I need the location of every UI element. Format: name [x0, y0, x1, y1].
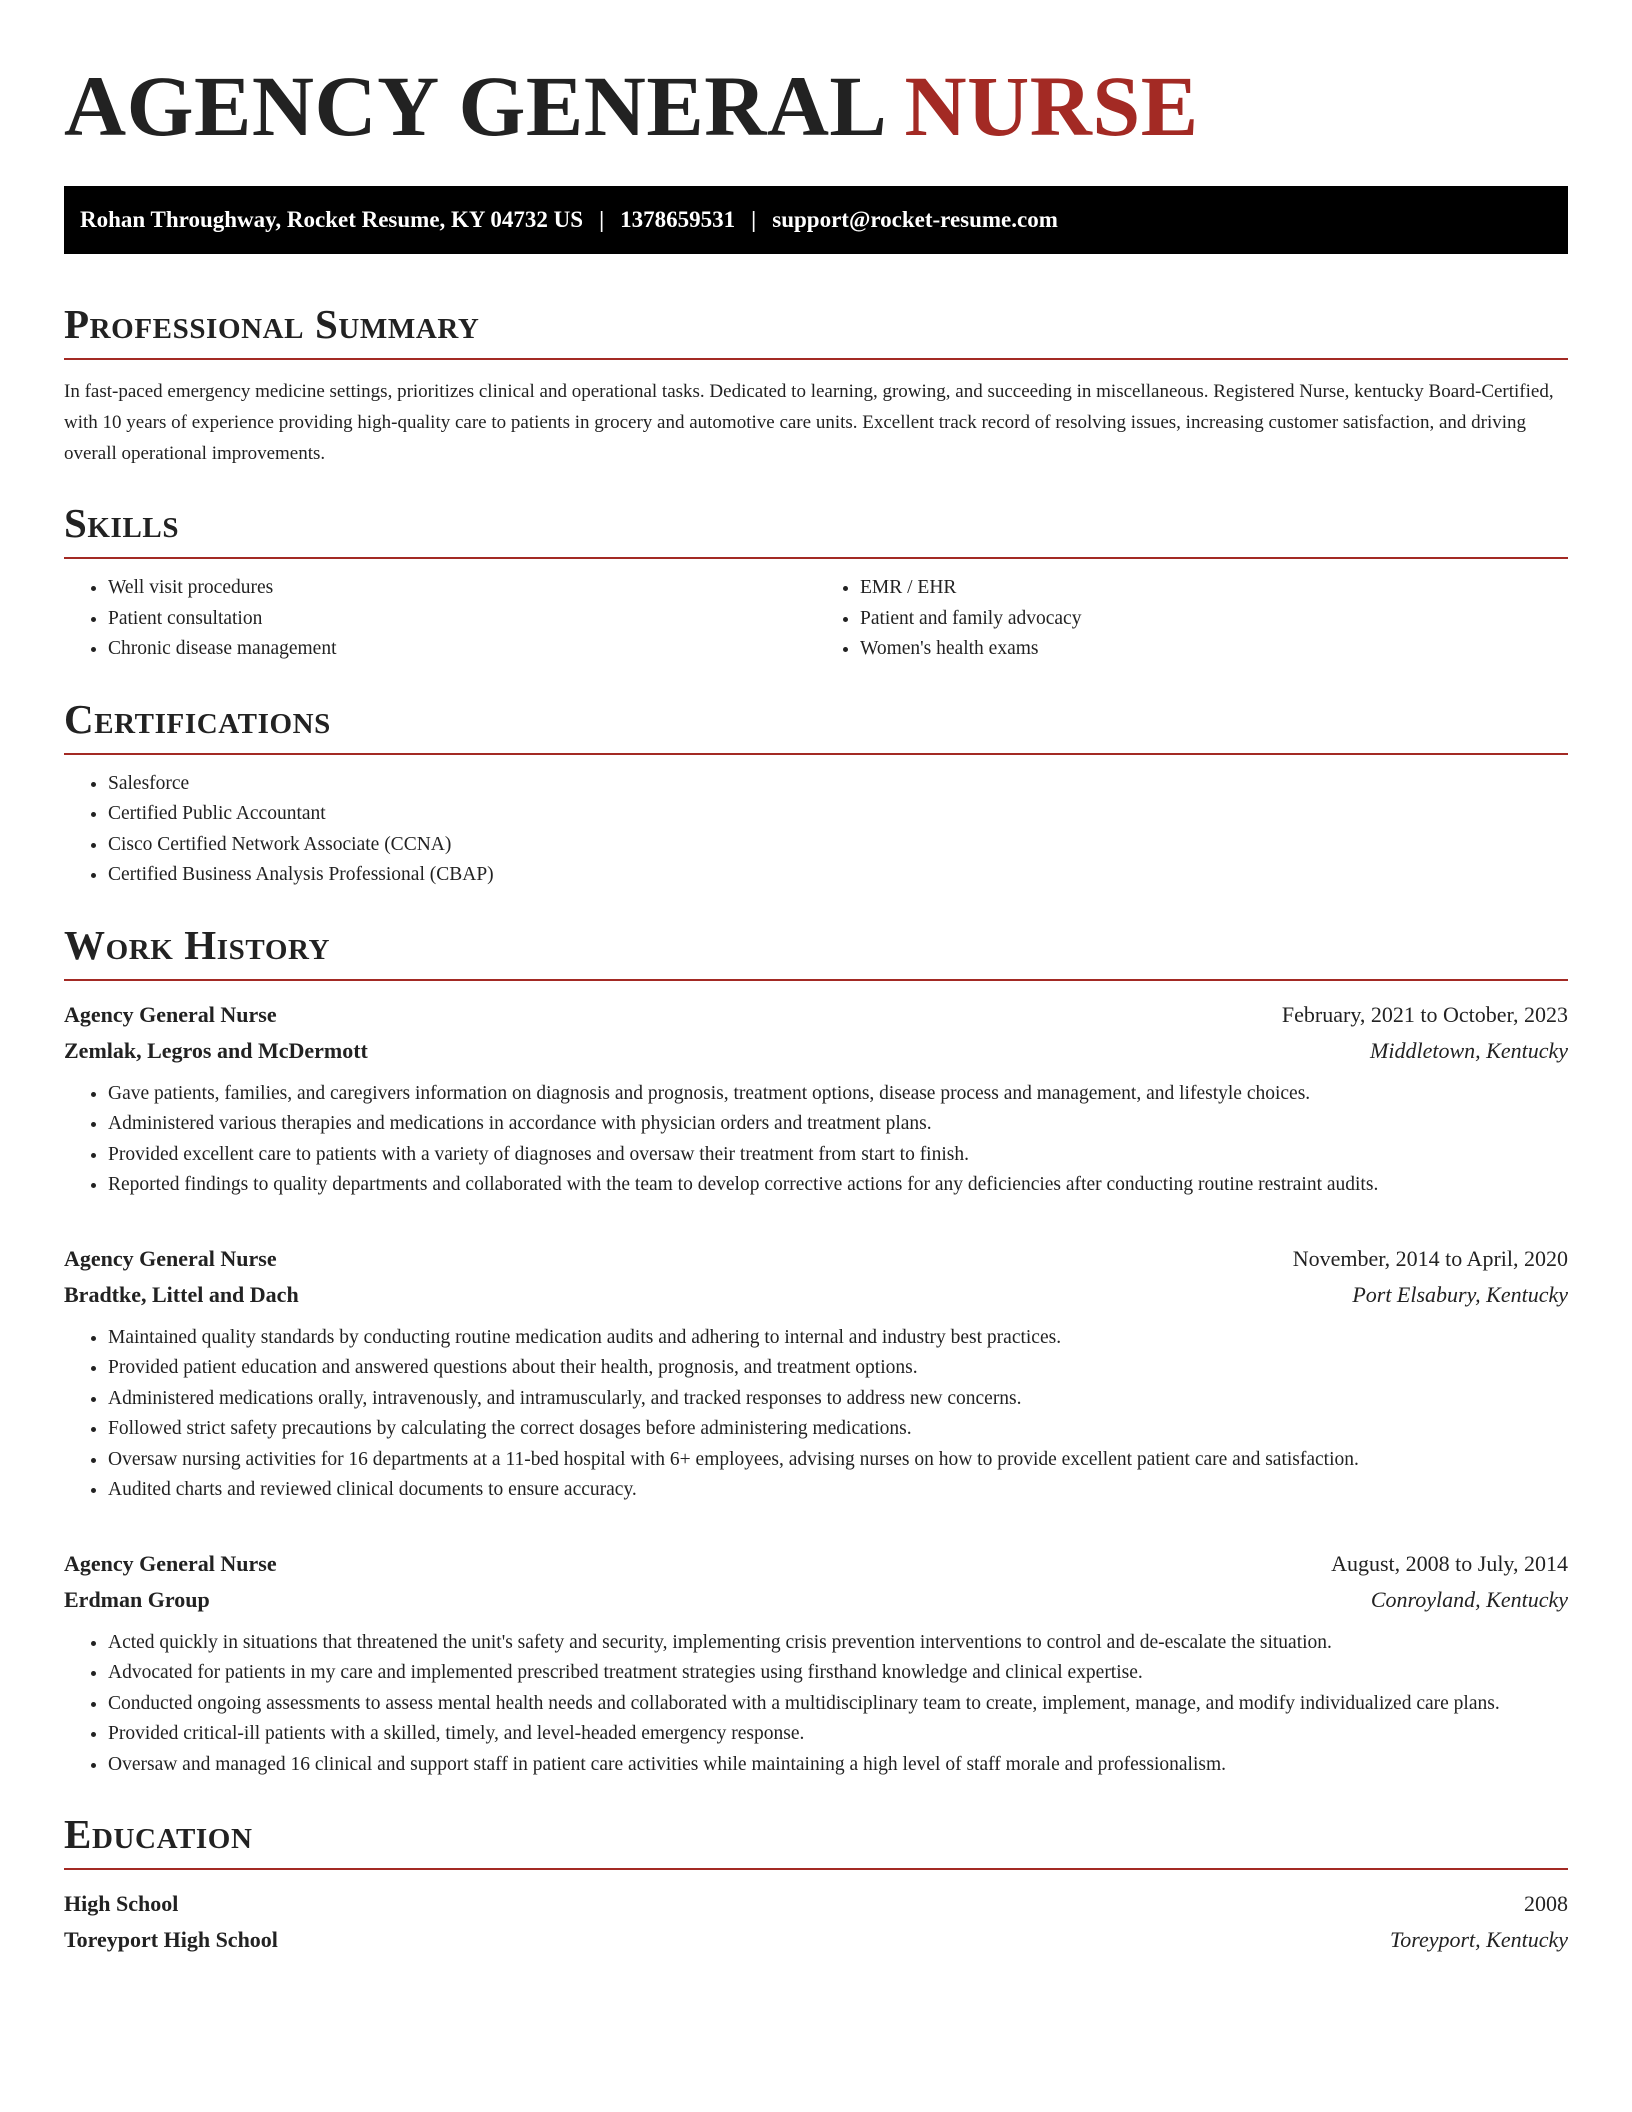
name-accent: NURSE: [904, 58, 1199, 154]
job-location: Middletown, Kentucky: [1370, 1037, 1568, 1063]
skills-heading: Skills: [64, 499, 1568, 559]
contact-address: Rohan Throughway, Rocket Resume, KY 04732 US: [80, 207, 584, 232]
certification-item: • Salesforce: [108, 769, 1568, 800]
contact-phone: 1378659531: [620, 207, 736, 232]
summary-text: In fast-paced emergency medicine settings, prioritizes clinical and operational tasks. Dedicated to learning, growing, and succeeding in miscellaneous. Registered Nurse, kentucky Board-Certified, with 10 years of experience providing high-quality care to patients in grocery and automotive care units. Excellent track record of resolving issues, increasing customer satisfaction, and driving overall operational improvements.: [64, 381, 1554, 464]
summary-section: [64, 300, 1568, 469]
job-bullet: • Administered medications orally, intravenously, and intramuscularly, and tracked responses to address new concerns.: [108, 1384, 1568, 1415]
skills-list-right: [816, 573, 1568, 665]
skills-section: [64, 499, 1568, 665]
job-dates: August, 2008 to July, 2014: [1331, 1550, 1568, 1576]
job-location: Port Elsabury, Kentucky: [1352, 1281, 1568, 1307]
job-bullet: • Oversaw and managed 16 clinical and support staff in patient care activities while maintaining a high level of staff morale and professionalism.: [108, 1750, 1568, 1781]
job-bullet: • Reported findings to quality departments and collaborated with the team to develop corrective actions for any deficiencies after conducting routine restraint audits.: [108, 1170, 1568, 1201]
work-history-heading: Work History: [64, 921, 1568, 981]
job-dates: February, 2021 to October, 2023: [1281, 1001, 1568, 1027]
education-heading: Education: [64, 1810, 1568, 1870]
job-bullet: • Provided patient education and answered questions about their health, prognosis, and treatment options.: [108, 1353, 1568, 1384]
skill-item: • Patient consultation: [108, 604, 816, 635]
certifications-list: [64, 769, 1568, 891]
job-bullet: • Advocated for patients in my care and implemented prescribed treatment strategies using firsthand knowledge and clinical expertise.: [108, 1658, 1568, 1689]
skills-list-left: [64, 573, 816, 665]
skill-item: • Women's health exams: [860, 634, 1568, 665]
contact-email: support@rocket-resume.com: [772, 207, 1058, 232]
job-entry: [64, 1546, 1568, 1781]
certifications-section: [64, 695, 1568, 891]
job-bullet: • Provided critical-ill patients with a skilled, timely, and level-headed emergency response.: [108, 1719, 1568, 1750]
skill-item: • Patient and family advocacy: [860, 604, 1568, 635]
education-location: Toreyport, Kentucky: [1389, 1927, 1568, 1952]
job-bullet: • Maintained quality standards by conducting routine medication audits and adhering to internal and industry best practices.: [108, 1323, 1568, 1354]
education-section: [64, 1810, 1568, 1958]
certification-item: • Certified Public Accountant: [108, 799, 1568, 830]
job-bullet: • Provided excellent care to patients with a variety of diagnoses and oversaw their treatment from start to finish.: [108, 1140, 1568, 1171]
skill-item: • Well visit procedures: [108, 573, 816, 604]
skill-item: • Chronic disease management: [108, 634, 816, 665]
education-school: Toreyport High School: [64, 1927, 278, 1952]
job-dates: November, 2014 to April, 2020: [1292, 1245, 1568, 1271]
resume-name: [64, 58, 1568, 154]
job-entry: [64, 997, 1568, 1201]
job-bullets: [64, 1628, 1568, 1781]
job-company: Zemlak, Legros and McDermott: [64, 1037, 368, 1063]
job-title: Agency General Nurse: [64, 1550, 277, 1576]
job-company: Erdman Group: [64, 1586, 210, 1612]
job-bullet: • Acted quickly in situations that threatened the unit's safety and security, implementing crisis prevention interventions to control and de-escalate the situation.: [108, 1628, 1568, 1659]
education-year: 2008: [1524, 1891, 1568, 1916]
job-bullet: • Followed strict safety precautions by calculating the correct dosages before administering medications.: [108, 1414, 1568, 1445]
job-bullet: • Oversaw nursing activities for 16 departments at a 11-bed hospital with 6+ employees, advising nurses on how to provide excellent patient care and satisfaction.: [108, 1445, 1568, 1476]
skill-item: • EMR / EHR: [860, 573, 1568, 604]
job-entry: [64, 1241, 1568, 1506]
name-main: AGENCY GENERAL: [64, 58, 883, 154]
education-entry: [64, 1886, 1568, 1958]
job-bullet: • Conducted ongoing assessments to assess mental health needs and collaborated with a multidisciplinary team to create, implement, manage, and modify individualized care plans.: [108, 1689, 1568, 1720]
summary-heading: Professional Summary: [64, 300, 1568, 360]
work-history-section: [64, 921, 1568, 1781]
contact-bar: [64, 186, 1568, 254]
contact-separator: |: [599, 207, 605, 232]
certifications-heading: Certifications: [64, 695, 1568, 755]
certification-item: • Certified Business Analysis Professional (CBAP): [108, 860, 1568, 891]
job-title: Agency General Nurse: [64, 1001, 277, 1027]
contact-separator: |: [751, 207, 757, 232]
job-bullet: • Administered various therapies and medications in accordance with physician orders and treatment plans.: [108, 1109, 1568, 1140]
job-bullets: [64, 1323, 1568, 1506]
job-bullets: [64, 1079, 1568, 1201]
skills-grid: [64, 559, 1568, 665]
job-bullet: • Gave patients, families, and caregivers information on diagnosis and prognosis, treatment options, disease process and management, and lifestyle choices.: [108, 1079, 1568, 1110]
job-location: Conroyland, Kentucky: [1370, 1586, 1568, 1612]
certification-item: • Cisco Certified Network Associate (CCNA): [108, 830, 1568, 861]
job-bullet: • Audited charts and reviewed clinical documents to ensure accuracy.: [108, 1475, 1568, 1506]
job-title: Agency General Nurse: [64, 1245, 277, 1271]
job-company: Bradtke, Littel and Dach: [64, 1281, 299, 1307]
education-degree: High School: [64, 1891, 179, 1916]
